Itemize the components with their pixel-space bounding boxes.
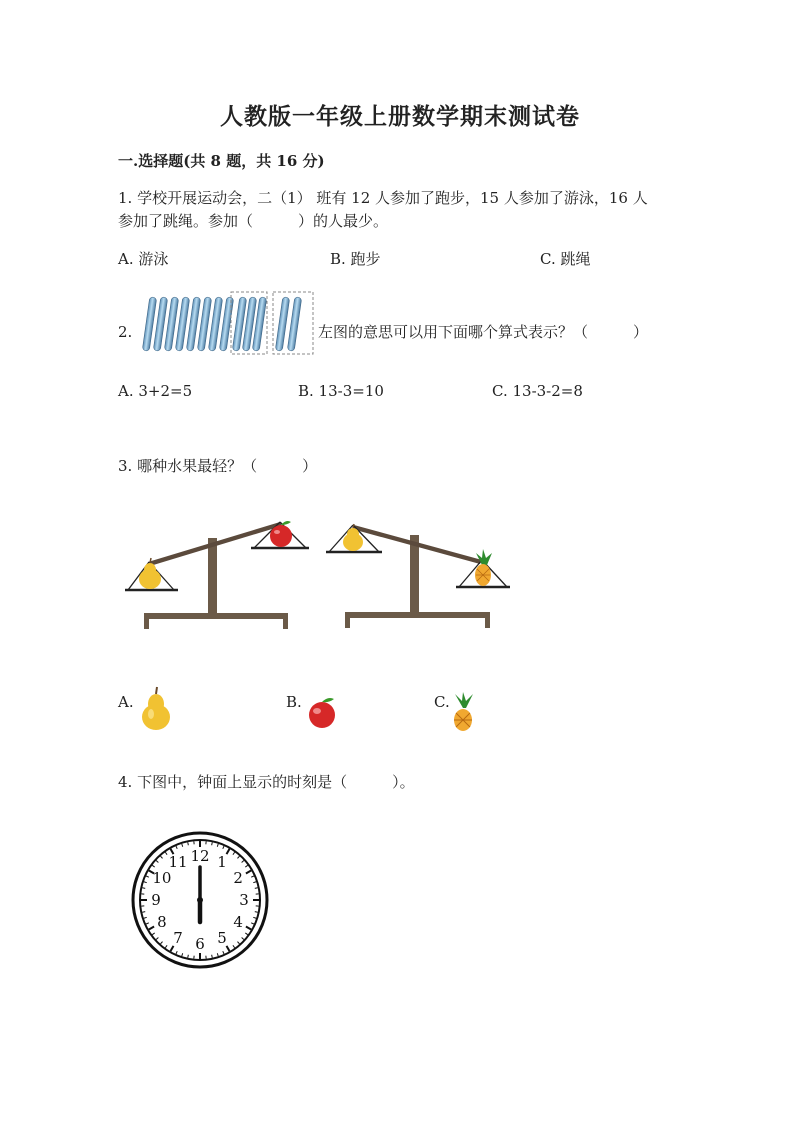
clock-tick [212, 842, 213, 845]
clock-tick [255, 912, 258, 913]
q1-line-1: 1. 学校开展运动会，二（1） 班有 12 人参加了跑步，15 人参加了游泳，16 人 [118, 189, 648, 207]
clock-numeral: 4 [233, 913, 243, 931]
clock-numeral: 8 [157, 913, 167, 931]
clock-numeral: 9 [151, 891, 161, 909]
q2-option-a[interactable]: A. 3+2=5 [118, 382, 193, 400]
clock-numeral: 3 [239, 891, 249, 909]
q4-text: 4. 下图中，钟面上显示的时刻是（ ）。 [118, 773, 415, 791]
clock-tick [188, 842, 189, 845]
q3-option-b[interactable]: B. [286, 693, 302, 711]
q3-text: 3. 哪种水果最轻？（ ） [118, 457, 318, 475]
clock-tick [255, 888, 258, 889]
page-title: 人教版一年级上册数学期末测试卷 [220, 103, 580, 130]
q2-option-c[interactable]: C. 13-3-2=8 [492, 382, 583, 400]
clock-tick [212, 955, 213, 958]
q2-text: 左图的意思可以用下面哪个算式表示？（ ） [318, 323, 649, 341]
clock-tick [142, 888, 145, 889]
clock-tick [188, 955, 189, 958]
clock-numeral: 7 [173, 929, 183, 948]
section-heading: 一.选择题(共 8 题，共 16 分) [118, 152, 325, 170]
q2-number: 2. [118, 323, 133, 341]
clock-center [197, 897, 203, 903]
clock-face [130, 830, 270, 970]
counting-stick [275, 297, 289, 351]
q3-option-a[interactable]: A. [118, 693, 134, 711]
q2-option-b[interactable]: B. 13-3=10 [298, 382, 384, 400]
clock-numeral: 5 [217, 929, 227, 948]
q1-option-a[interactable]: A. 游泳 [118, 250, 169, 268]
pineapple-option-icon [450, 692, 476, 732]
clock-tick [142, 912, 145, 913]
balance-scale-pear-pineapple [325, 515, 520, 635]
clock-numeral: 10 [152, 869, 172, 887]
q1-option-c[interactable]: C. 跳绳 [540, 250, 591, 268]
clock-numeral: 1 [217, 852, 227, 871]
apple-option-icon [306, 696, 340, 730]
clock-numeral: 11 [168, 852, 188, 871]
q1-option-b[interactable]: B. 跑步 [330, 250, 381, 268]
clock-numeral: 6 [195, 935, 205, 953]
q1-line-2: 参加了跳绳。参加（ ）的人最少。 [118, 212, 389, 230]
pear-option-icon [138, 686, 174, 732]
clock-numeral: 12 [190, 847, 210, 865]
q3-option-c[interactable]: C. [434, 693, 450, 711]
clock-numeral: 2 [233, 869, 243, 887]
counting-stick [287, 297, 301, 351]
balance-scale-pear-apple [120, 510, 310, 635]
sticks-figure [138, 288, 318, 358]
